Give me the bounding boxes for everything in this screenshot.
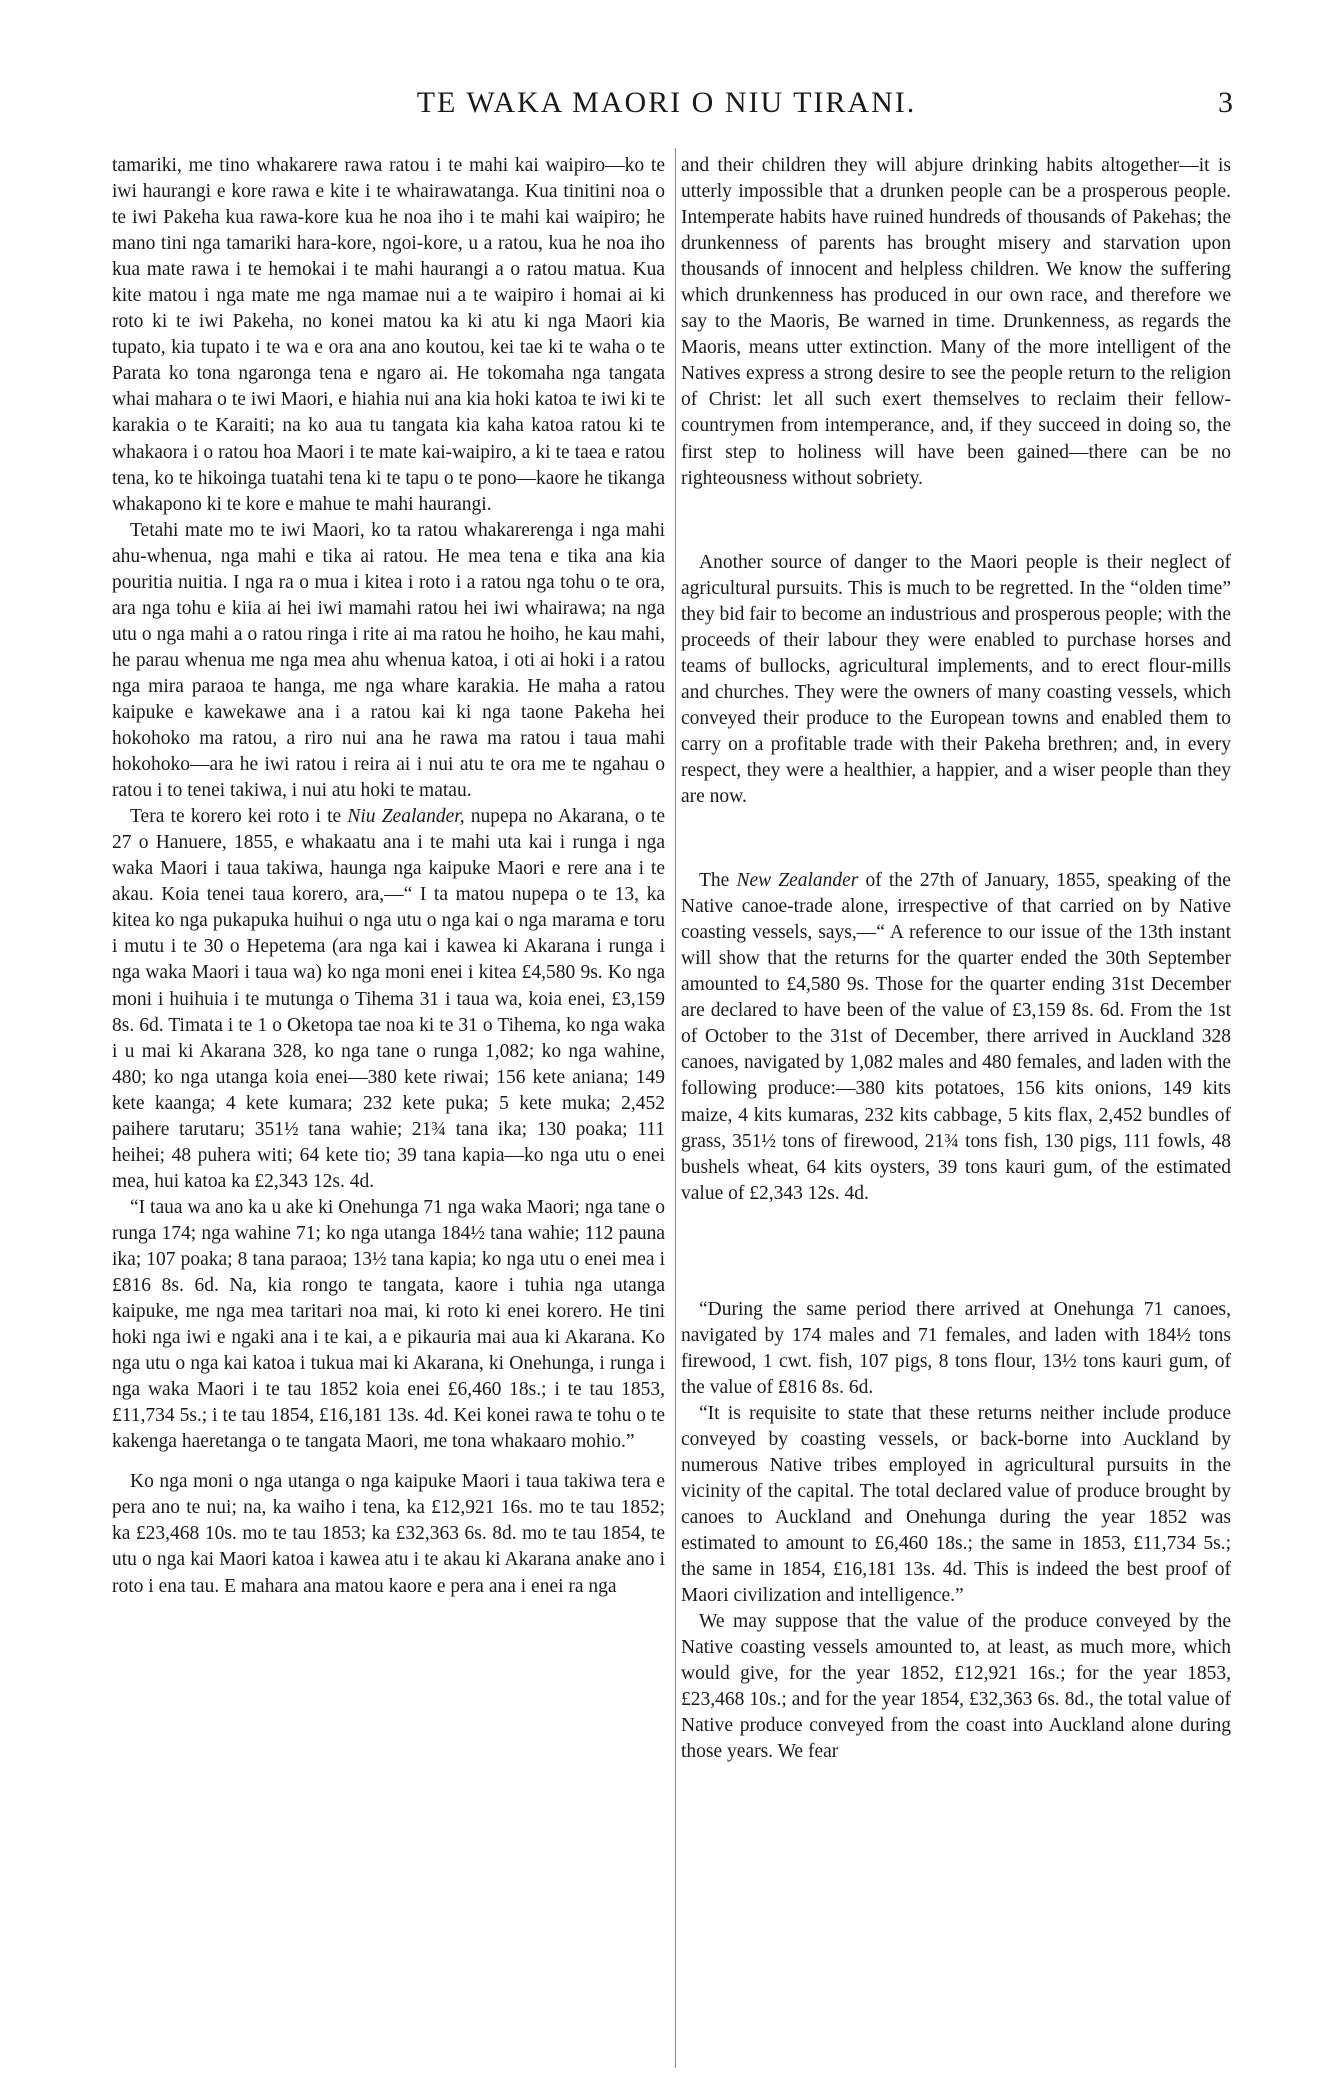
newspaper-title: New Zealander <box>736 870 859 892</box>
paragraph-6: We may suppose that the value of the produce conveyed by the Native coasting vessels amounted to, at least, as much more, which would give, for the year 1852, £12,921 16s.; for the year 1853, £23,468 10s.; and for the year 1854, £32,363 6s. 8d., the total value of Native produce conveyed from the coast into Auckland alone during those years. We fear <box>681 1611 1231 1763</box>
paragraph-2: Tetahi mate mo te iwi Maori, ko ta ratou whakarerenga i nga mahi ahu-whenua, nga mahi e tika ai ratou. He mea tena e tika ana kia pouritia nuitia. I nga ra o mua i kitea i roto i a ratou nga tohu o te ora, ara nga tohu e kiia ai hei iwi mamahi ratou hei iwi whairawa; na nga utu o nga mahi a o ratou ringa i rite ai ma ratou he hoiho, he kau mahi, he parau whenua me nga mea ahu whenua katoa, i oti ai hoki i a ratou nga mira paraoa te hanga, me nga whare karakia. He maha a ratou kaipuke e kawekawe ana i a ratou kai ki nga taone Pakeha hei hokohoko ma ratou, a riro nui ana he rawa ma ratou i taua mahi hokohoko—ara he iwi ratou i reira ai i nui atu te ora me te ngahau o ratou i to tenei takiwa, i nui atu hoki te matau. <box>112 519 665 802</box>
paragraph-3 <box>112 804 665 1195</box>
paragraph-3-body: of the 27th of January, 1855, speaking of the Native canoe-trade alone, irrespective of that carried on by Native coasting vessels, says,—“ A reference to our issue of the 13th instant will show that the returns for the quarter ended the 30th September amounted to £4,580 9s. Those for the quarter ending 31st December are declared to have been of the value of £3,159 8s. 6d. From the 1st of October to the 31st of December, there arrived in Auckland 328 canoes, navigated by 1,082 males and 480 females, and laden with the following produce:—380 kits potatoes, 156 kits onions, 149 kits maize, 4 kits kumaras, 232 kits cabbage, 5 kits flax, 2,452 bundles of grass, 351½ tons of firewood, 21¾ tons fish, 130 pigs, 111 fowls, 48 bushels wheat, 64 kits oysters, 39 tons kauri gum, of the estimated value of £2,343 12s. 4d. <box>681 870 1231 1204</box>
paragraph-3-body: nupepa no Akarana, o te 27 o Hanuere, 1855, e whakaatu ana i te mahi uta kai i runga i nga waka Maori i taua takiwa, haunga nga kaipuke Maori e rere ana i te akau. Koia tenei taua korero, ara,—“ I ta matou nupepa o te 13, ka kitea ko nga pukapuka huihui o nga utu o nga kai o nga marama e toru i mutu i te 30 o Hepetema (ara nga kai i kawea ki Akarana i runga i nga waka Maori i taua wa) ko nga moni enei i kitea £4,580 9s. Ko nga moni i huihuia i te mutunga o Tihema 31 i taua wa, koia enei, £3,159 8s. 6d. Timata i te 1 o Oketopa tae noa ki te 31 o Tihema, ko nga waka i u mai ki Akarana 328, ko nga tane o runga 1,082; ko nga wahine, 480; ko nga utanga koia enei—380 kete riwai; 156 kete aniana; 149 kete kaanga; 4 kete kumara; 232 kete puka; 5 kete muka; 2,452 paihere tarutaru; 351½ tana wahie; 21¾ tana ika; 130 poaka; 111 heihei; 48 puhera witi; 64 kete tio; 39 tana kapia—ko nga utu o enei mea, hui katoa ka £2,343 12s. 4d. <box>112 806 665 1192</box>
paragraph-4: “I taua wa ano ka u ake ki Onehunga 71 nga waka Maori; nga tane o runga 174; nga wahine 71; ko nga utanga 184½ tana wahie; 112 pauna ika; 107 poaka; 8 tana paraoa; 13½ tana kapia; ko nga utu o enei mea i £816 8s. 6d. Na, kia rongo te tangata, kaore i tuhia nga utanga kaipuke, me nga mea taritari noa mai, ki roto ki enei korero. He tini hoki nga iwi e ngaki ana i te kai, a e pikauria mai aua ki Akarana. Ko nga utu o nga kai katoa i tukua mai ki Akarana, ki Onehunga, i runga i nga waka Maori i te tau 1852 koia enei £6,460 18s.; i te tau 1853, £11,734 5s.; i te tau 1854, £16,181 13s. 4d. Kei konei rawa te tohu o te kakenga haeretanga o te tangata Maori, me tona whakaaro mohio.” <box>112 1196 665 1453</box>
newspaper-title: Niu Zealander, <box>347 806 465 828</box>
paragraph-5: Ko nga moni o nga utanga o nga kaipuke Maori i taua takiwa tera e pera ano te nui; na, ka waiho i tena, ka £12,921 16s. mo te tau 1852; ka £23,468 10s. mo te tau 1853; ka £32,363 6s. 8d. mo te tau 1854, te utu o nga kai Maori katoa i kawea atu i te akau ki Akarana anake ano i roto i ena tau. E mahara ana matou kaore e pera ana i enei ra nga <box>112 1471 665 1597</box>
paragraph-1: tamariki, me tino whakarere rawa ratou i te mahi kai waipiro—ko te iwi haurangi e kore rawa e kite i te whairawatanga. Kua tinitini noa o te iwi Pakeha kua rawa-kore kua he noa iho i te mahi kai waipiro; he mano tini nga tamariki hara-kore, ngoi-kore, u a ratou, kua he noa iho kua mate rawa i te hemokai i te mahi haurangi a o ratou matua. Kua kite matou i nga mate me nga mamae nui a te waipiro i homai ai ki roto ki te iwi Pakeha, no konei matou ka ki atu ki nga Maori kia tupato, kia tupato i te wa e ora ana ano koutou, kei tae ki te waha o te Parata ko tona ngaronga tena e ngaro ai. He tokomaha nga tangata whai mahara o te iwi Maori, e hiahia nui ana kia hoki katoa te iwi ki te karakia o te Karaiti; na ko aua tu tangata kia kaha katoa ratou ki te whakaora i o ratou hoa Maori i te mate kai-waipiro, a ki te taea e ratou tena, ko te hikoinga tuatahi tena ki te tapu o te pono—kaore he tikanga whakapono ki te kore e mahue te mahi haurangi. <box>112 155 665 515</box>
paragraph-2: Another source of danger to the Maori people is their neglect of agricultural pursuits. This is much to be regretted. In the “olden time” they bid fair to become an industrious and prosperous people; with the proceeds of their labour they were enabled to purchase horses and teams of bullocks, agricultural implements, and to erect flour-mills and churches. They were the owners of many coasting vessels, which conveyed their produce to the European towns and enabled them to carry on a profitable trade with their Pakeha brethren; and, in every respect, they were a healthier, a happier, and a wiser people than they are now. <box>681 551 1231 808</box>
page-title: TE WAKA MAORI O NIU TIRANI. <box>416 86 917 119</box>
right-column-english <box>681 153 1231 1766</box>
page-header <box>0 86 1333 130</box>
left-column-maori <box>112 153 665 1600</box>
paragraph-3-lead: The <box>699 870 737 892</box>
paragraph-5: “It is requisite to state that these returns neither include produce conveyed by coasting vessels, or back-borne into Auckland by numerous Native tribes employed in agricultural pursuits in the vicinity of the capital. The total declared value of produce brought by canoes to Auckland and Onehunga during the year 1852 was estimated to amount to £6,460 18s.; the same in 1853, £11,734 5s.; the same in 1854, £16,181 13s. 4d. This is indeed the best proof of Maori civilization and intelligence.” <box>681 1402 1231 1607</box>
paragraph-1: and their children they will abjure drinking habits altogether—it is utterly impossible that a drunken people can be a prosperous people. Intemperate habits have ruined hundreds of thousands of Pakehas; the drunkenness of parents has brought misery and starvation upon thousands of innocent and helpless children. We know the suffering which drunkenness has produced in our own race, and therefore we say to the Maoris, Be warned in time. Drunkenness, as regards the Maoris, means utter extinction. Many of the more intelligent of the Natives express a strong desire to see the people return to the religion of Christ: let all such exert themselves to reclaim their fellow-countrymen from intemperance, and, if they succeed in doing so, the first step to holiness will have been gained—there can be no righteousness without sobriety. <box>681 155 1231 489</box>
column-divider <box>675 148 676 2068</box>
paragraph-3-lead: Tera te korero kei roto i te <box>130 806 348 828</box>
page-number: 3 <box>1218 86 1233 119</box>
paragraph-4: “During the same period there arrived at Onehunga 71 canoes, navigated by 174 males and 71 females, and laden with 184½ tons firewood, 1 cwt. fish, 107 pigs, 8 tons flour, 13½ tons kauri gum, of the value of £816 8s. 6d. <box>681 1298 1231 1398</box>
paragraph-3 <box>681 868 1231 1207</box>
